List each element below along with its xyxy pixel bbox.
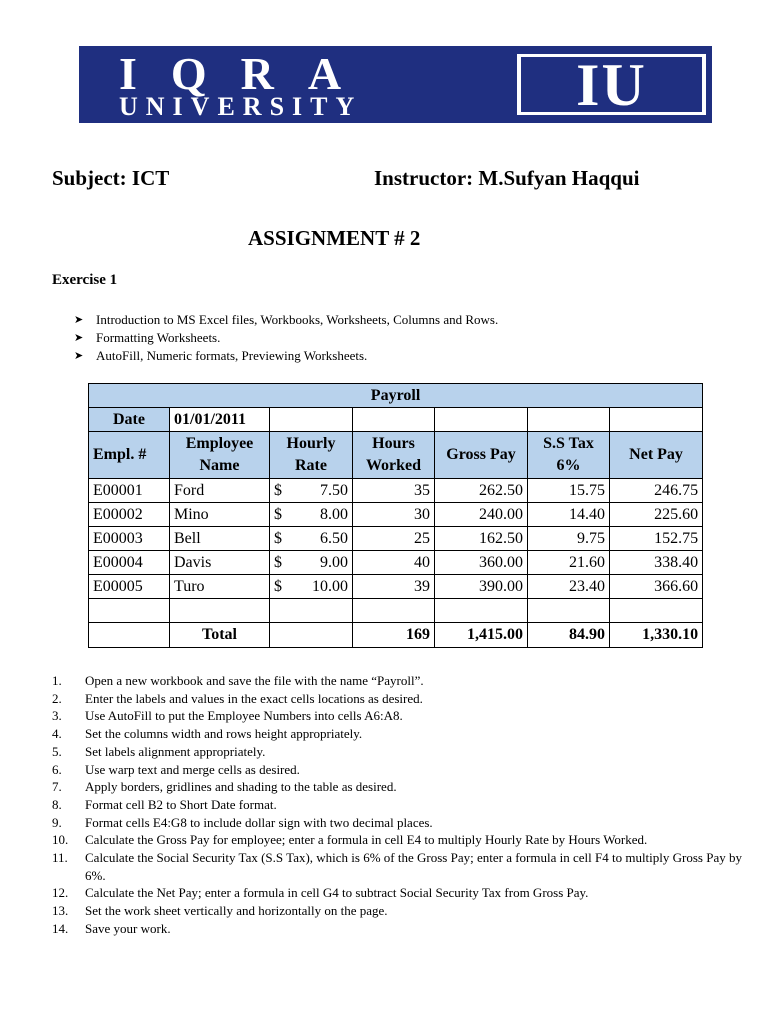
- hours-worked: 39: [353, 575, 435, 599]
- ss-tax: 9.75: [528, 527, 610, 551]
- step-item: 9. Format cells E4:G8 to include dollar sign with two decimal places.: [52, 814, 433, 830]
- hourly-rate: [270, 503, 353, 527]
- step-item: 7. Apply borders, gridlines and shading to the table as desired.: [52, 779, 397, 795]
- total-gross-pay: 1,415.00: [435, 623, 528, 648]
- gross-pay: 162.50: [435, 527, 528, 551]
- iu-logo-text: IU: [521, 57, 702, 112]
- table-row: [89, 479, 703, 503]
- payroll-table: [88, 383, 703, 648]
- assignment-title: ASSIGNMENT # 2: [248, 226, 421, 250]
- currency-sign: $: [274, 505, 282, 523]
- header-ss-tax: S.S Tax 6%: [528, 432, 610, 479]
- logo-university-text: UNIVERSITY: [119, 92, 363, 121]
- empl-id: E00004: [89, 551, 170, 575]
- topic-item: ➤ AutoFill, Numeric formats, Previewing Worksheets.: [74, 348, 368, 363]
- step-item: 12. Calculate the Net Pay; enter a formula in cell G4 to subtract Social Security Tax from Gross Pay.: [52, 885, 589, 901]
- topic-item: ➤ Formatting Worksheets.: [74, 330, 221, 345]
- hours-worked: 35: [353, 479, 435, 503]
- table-row: [89, 551, 703, 575]
- empty-cell: [270, 408, 353, 432]
- arrowhead-bullet-icon: ➤: [74, 313, 84, 326]
- hours-worked: 25: [353, 527, 435, 551]
- ss-tax: 15.75: [528, 479, 610, 503]
- empty-cell: [528, 408, 610, 432]
- employee-name: Ford: [170, 479, 270, 503]
- ss-tax: 23.40: [528, 575, 610, 599]
- gross-pay: 262.50: [435, 479, 528, 503]
- logo-iqra-text: IQRA: [119, 48, 376, 99]
- empl-id: E00001: [89, 479, 170, 503]
- empty-cell: [89, 599, 170, 623]
- topic-item: ➤ Introduction to MS Excel files, Workbooks, Worksheets, Columns and Rows.: [74, 312, 499, 327]
- net-pay: 366.60: [610, 575, 703, 599]
- rate-value: 7.50: [320, 481, 348, 499]
- rate-value: 10.00: [312, 577, 348, 595]
- step-item: 3. Use AutoFill to put the Employee Numbers into cells A6:A8.: [52, 708, 403, 724]
- hourly-rate: [270, 527, 353, 551]
- university-logo-banner: [79, 46, 712, 123]
- exercise-title: Exercise 1: [52, 272, 118, 288]
- date-label: Date: [89, 408, 170, 432]
- step-item: 2. Enter the labels and values in the exact cells locations as desired.: [52, 690, 423, 706]
- net-pay: 225.60: [610, 503, 703, 527]
- table-row: [89, 575, 703, 599]
- date-value: 01/01/2011: [170, 408, 270, 432]
- step-item: 1. Open a new workbook and save the file with the name “Payroll”.: [52, 673, 424, 688]
- currency-sign: $: [274, 553, 282, 571]
- table-row: [89, 527, 703, 551]
- gross-pay: 240.00: [435, 503, 528, 527]
- table-row: [89, 503, 703, 527]
- total-label: Total: [170, 623, 270, 648]
- total-hours: 169: [353, 623, 435, 648]
- net-pay: 152.75: [610, 527, 703, 551]
- empty-cell: [610, 408, 703, 432]
- table-title-row: [89, 384, 703, 408]
- empty-cell: [270, 599, 353, 623]
- step-item: 8. Format cell B2 to Short Date format.: [52, 796, 277, 812]
- empty-cell: [353, 408, 435, 432]
- column-header-row: [89, 432, 703, 479]
- table-title: Payroll: [89, 384, 703, 408]
- empty-cell: [435, 599, 528, 623]
- employee-name: Bell: [170, 527, 270, 551]
- step-item: 11. Calculate the Social Security Tax (S.S Tax), which is 6% of the Gross Pay; enter a formula in cell F4 to multiply Gross Pay by 6%.: [52, 850, 742, 883]
- rate-value: 9.00: [320, 553, 348, 571]
- hours-worked: 30: [353, 503, 435, 527]
- empl-id: E00005: [89, 575, 170, 599]
- employee-name: Turo: [170, 575, 270, 599]
- header-hours-worked: Hours Worked: [353, 432, 435, 479]
- hourly-rate: [270, 479, 353, 503]
- net-pay: 246.75: [610, 479, 703, 503]
- step-item: 13. Set the work sheet vertically and horizontally on the page.: [52, 903, 388, 919]
- blank-row: [89, 599, 703, 623]
- step-item: 14. Save your work.: [52, 920, 171, 936]
- employee-name: Mino: [170, 503, 270, 527]
- step-item: 5. Set labels alignment appropriately.: [52, 743, 266, 759]
- empty-cell: [270, 623, 353, 648]
- total-ss-tax: 84.90: [528, 623, 610, 648]
- step-item: 10. Calculate the Gross Pay for employee; enter a formula in cell E4 to multiply Hourly Rate by Hours Worked.: [52, 832, 648, 848]
- currency-sign: $: [274, 481, 282, 499]
- empty-cell: [170, 599, 270, 623]
- instructor-heading: Instructor: M.Sufyan Haqqui: [374, 166, 640, 190]
- empty-cell: [610, 599, 703, 623]
- header-gross-pay: Gross Pay: [435, 432, 528, 479]
- step-item: 4. Set the columns width and rows height appropriately.: [52, 726, 363, 742]
- rate-value: 6.50: [320, 529, 348, 547]
- empty-cell: [89, 623, 170, 648]
- empl-id: E00002: [89, 503, 170, 527]
- employee-name: Davis: [170, 551, 270, 575]
- empty-cell: [528, 599, 610, 623]
- header-empl: Empl. #: [89, 432, 170, 479]
- header-hourly-rate: Hourly Rate: [270, 432, 353, 479]
- gross-pay: 360.00: [435, 551, 528, 575]
- total-net-pay: 1,330.10: [610, 623, 703, 648]
- total-row: [89, 623, 703, 648]
- subject-heading: Subject: ICT: [52, 166, 170, 190]
- ss-tax: 21.60: [528, 551, 610, 575]
- header-net-pay: Net Pay: [610, 432, 703, 479]
- empty-cell: [353, 599, 435, 623]
- rate-value: 8.00: [320, 505, 348, 523]
- step-item: 6. Use warp text and merge cells as desired.: [52, 761, 300, 777]
- hourly-rate: [270, 551, 353, 575]
- empl-id: E00003: [89, 527, 170, 551]
- instruction-steps: [52, 672, 752, 938]
- empty-cell: [435, 408, 528, 432]
- gross-pay: 390.00: [435, 575, 528, 599]
- iu-logo-mark: [517, 52, 706, 118]
- topic-list: [74, 311, 498, 365]
- arrowhead-bullet-icon: ➤: [74, 349, 84, 362]
- hourly-rate: [270, 575, 353, 599]
- header-employee-name: Employee Name: [170, 432, 270, 479]
- hours-worked: 40: [353, 551, 435, 575]
- date-row: [89, 408, 703, 432]
- net-pay: 338.40: [610, 551, 703, 575]
- arrowhead-bullet-icon: ➤: [74, 331, 84, 344]
- currency-sign: $: [274, 577, 282, 595]
- currency-sign: $: [274, 529, 282, 547]
- ss-tax: 14.40: [528, 503, 610, 527]
